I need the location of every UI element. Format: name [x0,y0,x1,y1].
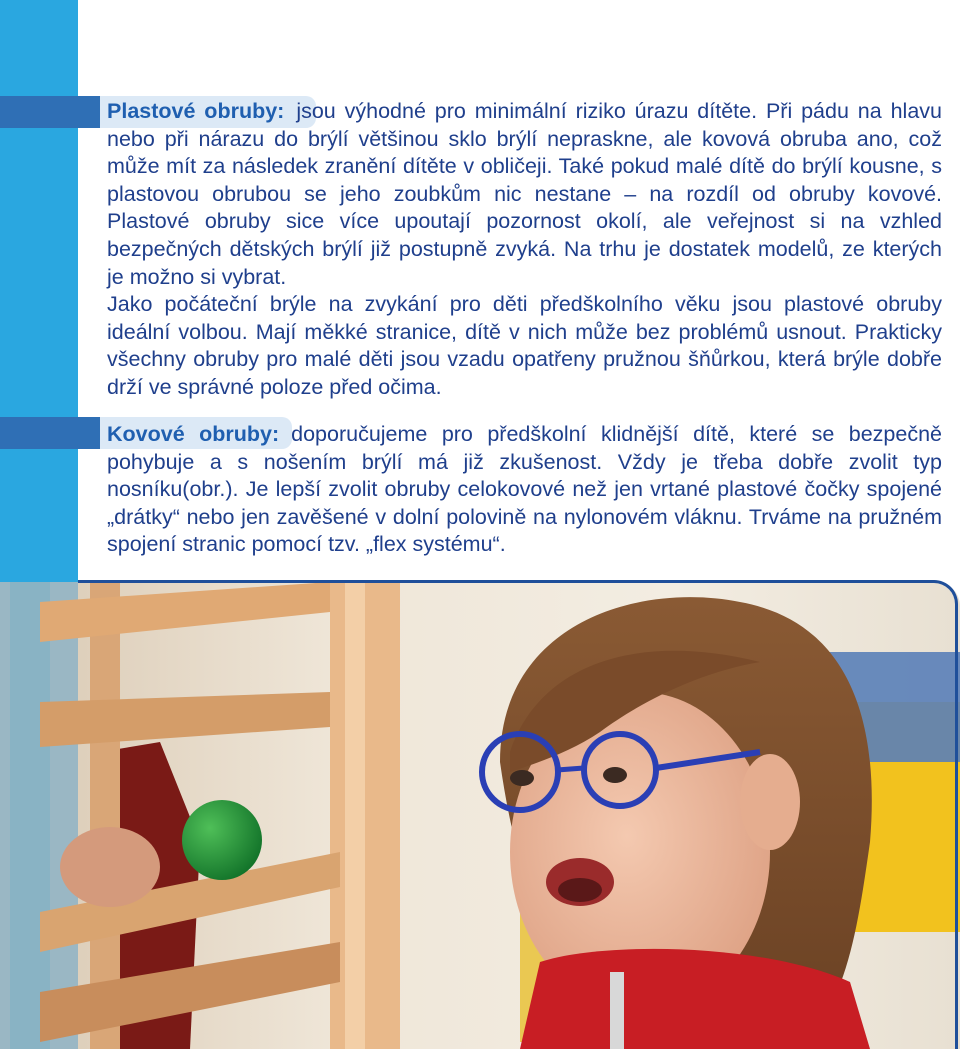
photo-child-with-glasses [0,582,960,1049]
section-plastic-frames [107,98,942,402]
heading-metal-frames: Kovové obruby: [107,422,280,446]
heading-tab-metal [0,417,100,449]
heading-tab-plastic [0,96,100,128]
text-plastic-1: jsou výhodné pro minimální riziko úrazu dítěte. Při pádu na hlavu nebo při nárazu do brýlí většinou sklo brýlí nepraskne, ale kovová obruba ano, což může mít za následek zranění dítěte v obličeji. Také pokud malé dítě do brýlí kousne, s plastovou obrubou se jeho zoubkům nic nestane – na rozdíl od obruby kovové. Plastové obruby sice více upoutají pozornost okolí, ale veřejnost si na vzhled bezpečných dětských brýlí již postupně zvyká. Na trhu je dostatek modelů, ze kterých je možno si vybrat. [107,99,942,289]
section-metal-frames [107,421,942,559]
paragraph-plastic-2 [107,291,942,401]
text-metal-1: doporučujeme pro předškolní klidnější dítě, které se bezpečně pohybuje a s nošením brýlí má již zkušenost. Vždy je třeba dobře zvolit typ nosníku(obr.). Je lepší zvolit obruby celokovové než jen vrtané plastové čočky spojené „drátky“ nebo jen zavěšené v dolní polovině na nylonovém vláknu. Trváme na pružném spojení stranic pomocí tzv. „flex systému“. [107,422,942,557]
heading-plastic-frames: Plastové obruby: [107,99,285,123]
text-plastic-2: Jako počáteční brýle na zvykání pro děti předškolního věku jsou plastové obruby ideální volbou. Mají měkké stranice, dítě v nich může bez problémů usnout. Prakticky všechny obruby pro malé děti jsou vzadu opatřeny pružnou šňůrkou, která brýle dobře drží ve správné poloze před očima. [107,292,942,399]
paragraph-metal-1 [107,421,942,559]
paragraph-plastic-1 [107,98,942,291]
